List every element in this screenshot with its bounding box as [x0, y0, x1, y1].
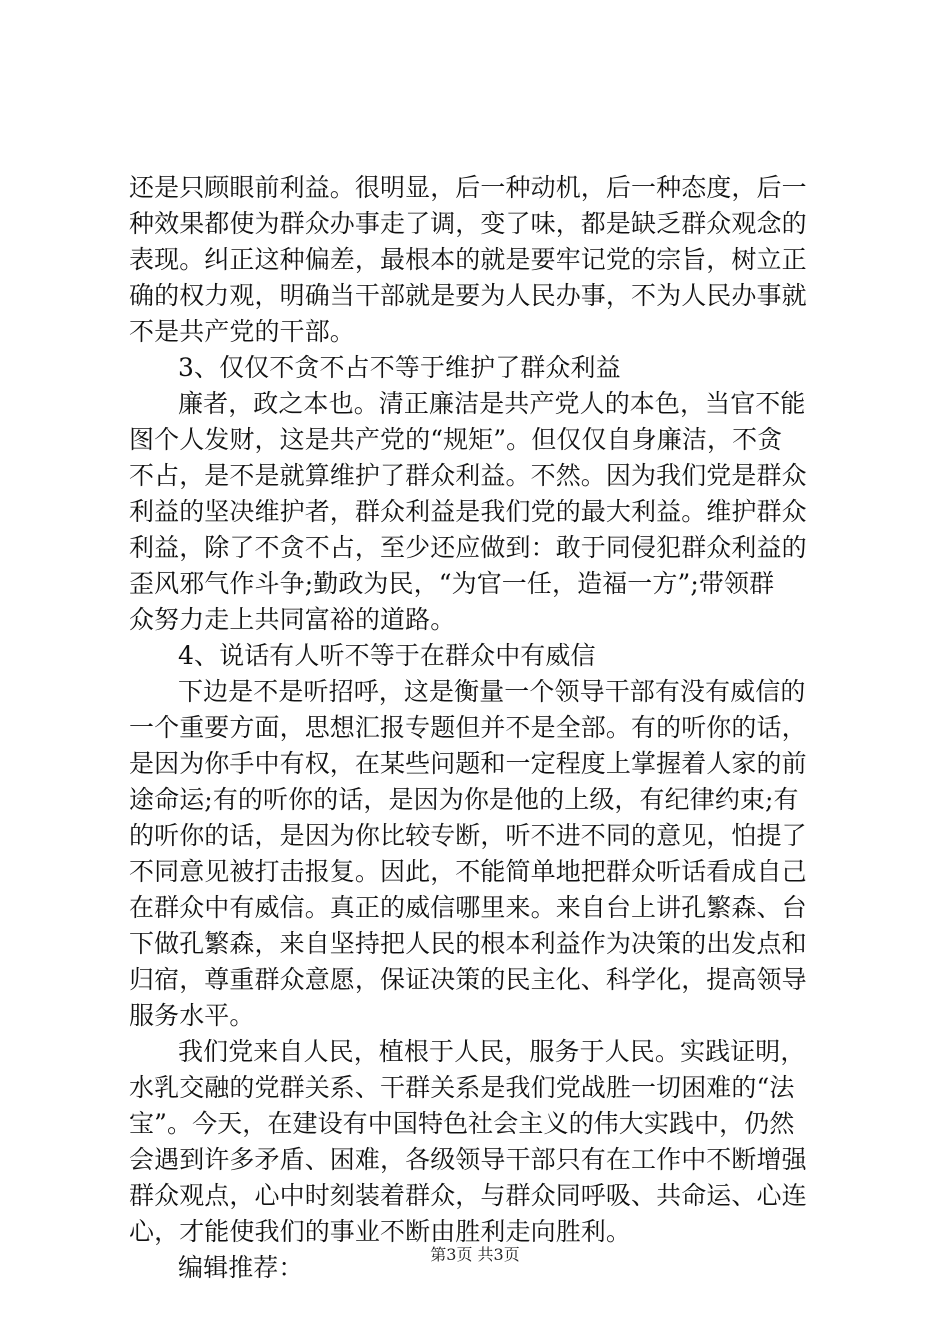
section-heading: 4、说话有人听不等于在群众中有威信	[178, 641, 596, 670]
text-line: 不占，是不是就算维护了群众利益。不然。因为我们党是群众	[129, 461, 807, 490]
text-line: 心，才能使我们的事业不断由胜利走向胜利。	[129, 1217, 632, 1246]
text-line: 下边是不是听招呼，这是衡量一个领导干部有没有威信的	[178, 677, 806, 706]
text-line: 宝”。今天，在建设有中国特色社会主义的伟大实践中，仍然	[129, 1109, 795, 1138]
text-line: 群众观点，心中时刻装着群众，与群众同呼吸、共命运、心连	[129, 1181, 807, 1210]
text-line: 的听你的话，是因为你比较专断，听不进不同的意见，怕提了	[129, 821, 807, 850]
text-line: 种效果都使为群众办事走了调，变了味，都是缺乏群众观念的	[129, 209, 807, 238]
text-line: 会遇到许多矛盾、困难，各级领导干部只有在工作中不断增强	[129, 1145, 807, 1174]
text-line: 众努力走上共同富裕的道路。	[129, 605, 456, 634]
text-line: 不同意见被打击报复。因此，不能简单地把群众听话看成自己	[129, 857, 807, 886]
text-line: 歪风邪气作斗争;勤政为民，“为官一任，造福一方”;带领群	[129, 569, 775, 598]
text-line: 廉者，政之本也。清正廉洁是共产党人的本色，当官不能	[178, 389, 806, 418]
editor-recommendation-label: 编辑推荐：	[178, 1253, 304, 1282]
text-line: 在群众中有威信。真正的威信哪里来。来自台上讲孔繁森、台	[129, 893, 807, 922]
text-line: 表现。纠正这种偏差，最根本的就是要牢记党的宗旨，树立正	[129, 245, 807, 274]
text-line: 是因为你手中有权，在某些问题和一定程度上掌握着人家的前	[129, 749, 807, 778]
text-line: 途命运;有的听你的话，是因为你是他的上级，有纪律约束;有	[129, 785, 799, 814]
text-line: 水乳交融的党群关系、干群关系是我们党战胜一切困难的“法	[129, 1073, 795, 1102]
text-line: 利益，除了不贪不占，至少还应做到：敢于同侵犯群众利益的	[129, 533, 807, 562]
page-indicator: 第3页 共3页	[430, 1245, 520, 1264]
text-line: 下做孔繁森，来自坚持把人民的根本利益作为决策的出发点和	[129, 929, 807, 958]
section-heading: 3、仅仅不贪不占不等于维护了群众利益	[178, 353, 621, 382]
text-line: 服务水平。	[129, 1001, 255, 1030]
text-line: 一个重要方面，思想汇报专题但并不是全部。有的听你的话，	[129, 713, 807, 742]
text-line: 我们党来自人民，植根于人民，服务于人民。实践证明，	[178, 1037, 806, 1066]
text-line: 不是共产党的干部。	[129, 317, 355, 346]
text-line: 归宿，尊重群众意愿，保证决策的民主化、科学化，提高领导	[129, 965, 807, 994]
text-line: 利益的坚决维护者，群众利益是我们党的最大利益。维护群众	[129, 497, 807, 526]
text-line: 还是只顾眼前利益。很明显，后一种动机，后一种态度，后一	[129, 173, 807, 202]
text-line: 确的权力观，明确当干部就是要为人民办事，不为人民办事就	[129, 281, 807, 310]
text-line: 图个人发财，这是共产党的“规矩”。但仅仅自身廉洁，不贪	[129, 425, 783, 454]
